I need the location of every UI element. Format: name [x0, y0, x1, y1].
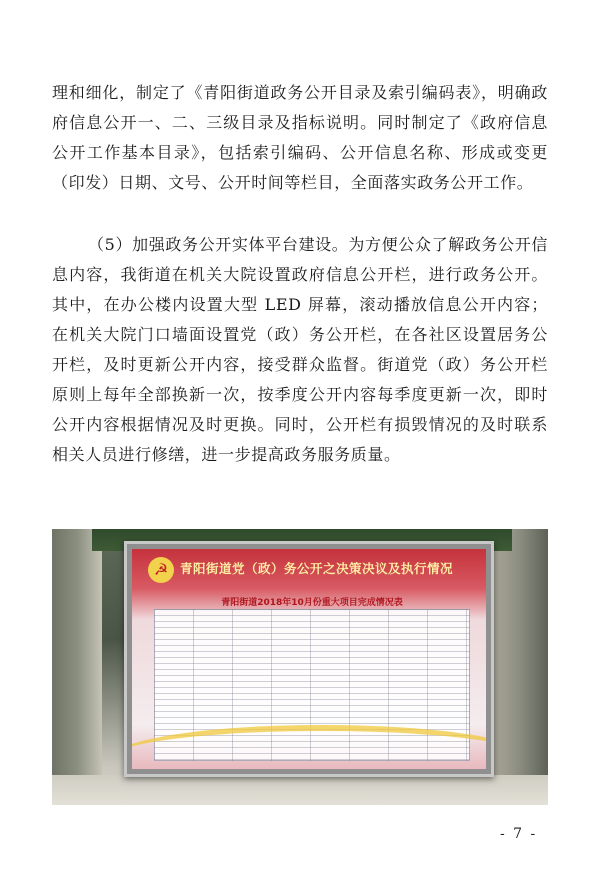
body-paragraph-2: （5）加强政务公开实体平台建设。为方便公众了解政务公开信息内容，我街道在机关大院设置政府信息公开栏，进行政务公开。其中，在办公楼内设置大型 LED 屏幕，滚动播放信息公开内容；在机关大院门口墙面设置党（政）务公开栏，在各社区设置居务公开栏，及时更新公开内容，接受群众监督。街道党（政）务公开栏原则上每年全部换新一次，按季度公开内容每季度更新一次，即时公开内容根据情况及时更换。同时，公开栏有损毁情况的及时联系相关人员进行修缮，进一步提高政务服务质量。	[52, 235, 548, 464]
photo-building-right	[493, 529, 548, 805]
notice-board-photo	[52, 529, 548, 805]
body-paragraph-1: 理和细化，制定了《青阳街道政务公开目录及索引编码表》，明确政府信息公开一、二、三级目录及指标说明。同时制定了《政府信息公开工作基本目录》，包括索引编码、公开信息名称、形成或变更（印发）日期、文号、公开时间等栏目，全面落实政务公开工作。	[52, 83, 548, 192]
notice-board-subtitle: 青阳街道2018年10月份重大项目完成情况表	[221, 598, 403, 608]
photo-building-left	[52, 529, 102, 805]
notice-board-panel	[132, 549, 486, 769]
photo-ground	[52, 775, 548, 805]
notice-board-heading: 青阳街道党（政）务公开之决策决议及执行情况	[180, 561, 454, 576]
page-number: - 7 -	[500, 826, 538, 842]
party-emblem-icon: ☭	[148, 557, 174, 583]
notice-board-frame	[124, 541, 494, 777]
